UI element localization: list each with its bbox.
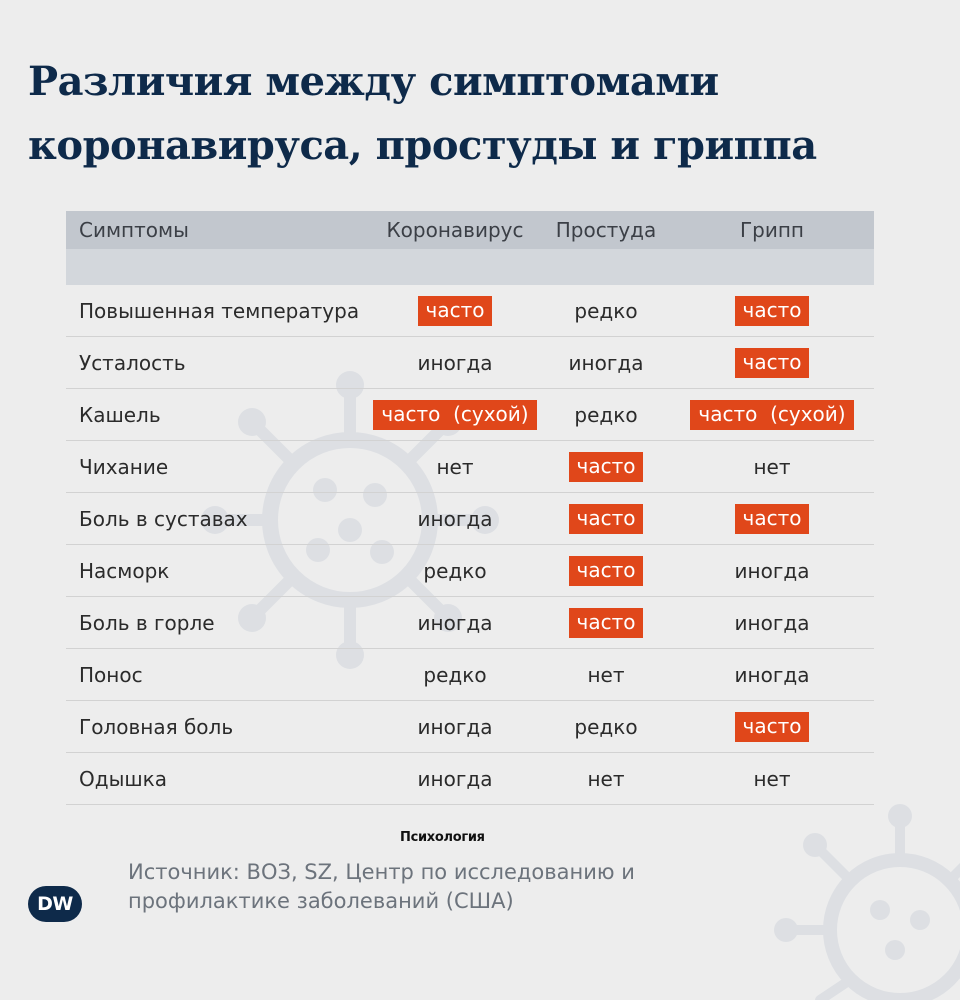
table-row [66, 285, 874, 337]
cell-coronavirus [368, 559, 542, 583]
cell-cold [542, 608, 670, 638]
frequency-badge: часто (сухой) [690, 400, 853, 430]
table-header [66, 211, 874, 249]
source-note [128, 858, 728, 916]
cell-flu [670, 504, 874, 534]
frequency-text: иногда [417, 350, 493, 375]
symptom-label: Повышенная температура [79, 298, 360, 323]
brand-mark: Психология [400, 830, 485, 845]
cell-flu [670, 767, 874, 791]
frequency-badge: часто [569, 556, 644, 586]
frequency-text: иногда [734, 610, 810, 635]
frequency-text: нет [753, 766, 791, 791]
source-line-1: Источник: ВОЗ, SZ, Центр по исследованию и [128, 860, 635, 884]
symptom-label: Кашель [79, 402, 161, 427]
cell-cold [542, 663, 670, 687]
cell-coronavirus [368, 767, 542, 791]
cell-flu [670, 663, 874, 687]
dw-logo: DW [28, 886, 82, 922]
frequency-badge: часто [735, 348, 810, 378]
table-row [66, 753, 874, 805]
frequency-badge: часто (сухой) [373, 400, 536, 430]
frequency-badge: часто [569, 504, 644, 534]
symptom-label: Чихание [79, 454, 169, 479]
frequency-text: редко [423, 662, 487, 687]
cell-coronavirus [368, 455, 542, 479]
cell-flu [670, 559, 874, 583]
frequency-text: нет [753, 454, 791, 479]
cell-cold [542, 452, 670, 482]
cell-flu [670, 611, 874, 635]
source-line-2: профилактике заболеваний (США) [128, 889, 514, 913]
frequency-badge: часто [735, 712, 810, 742]
symptom-label: Усталость [79, 350, 186, 375]
frequency-text: иногда [568, 350, 644, 375]
frequency-text: редко [574, 298, 638, 323]
cell-cold [542, 556, 670, 586]
column-header-flu: Грипп [739, 218, 805, 242]
frequency-badge: часто [735, 504, 810, 534]
cell-flu [670, 455, 874, 479]
cell-coronavirus [368, 663, 542, 687]
virus-icon [770, 800, 960, 1000]
cell-coronavirus [368, 296, 542, 326]
symptom-label: Одышка [79, 766, 167, 791]
frequency-text: нет [587, 766, 625, 791]
cell-cold [542, 351, 670, 375]
cell-cold [542, 299, 670, 323]
frequency-badge: часто [569, 452, 644, 482]
frequency-text: редко [423, 558, 487, 583]
frequency-text: иногда [417, 610, 493, 635]
cell-cold [542, 504, 670, 534]
symptom-label: Боль в суставах [79, 506, 248, 531]
frequency-badge: часто [569, 608, 644, 638]
frequency-text: редко [574, 402, 638, 427]
cell-flu [670, 400, 874, 430]
frequency-text: иногда [734, 662, 810, 687]
symptom-label: Насморк [79, 558, 170, 583]
title-line-1: Различия между симптомами [28, 58, 719, 105]
symptom-label: Головная боль [79, 714, 234, 739]
frequency-text: нет [436, 454, 474, 479]
frequency-text: иногда [734, 558, 810, 583]
column-header-cold: Простуда [555, 218, 657, 242]
cell-flu [670, 712, 874, 742]
cell-cold [542, 767, 670, 791]
table-row [66, 389, 874, 441]
cell-flu [670, 296, 874, 326]
table-row [66, 337, 874, 389]
symptoms-table [66, 211, 874, 805]
cell-coronavirus [368, 400, 542, 430]
table-row [66, 701, 874, 753]
page-title [28, 50, 928, 178]
table-body [66, 285, 874, 805]
column-header-coronavirus: Коронавирус [386, 218, 524, 242]
table-row [66, 493, 874, 545]
symptom-label: Понос [79, 662, 143, 687]
title-line-2: коронавируса, простуды и гриппа [28, 122, 817, 169]
table-subheader [66, 249, 874, 285]
table-row [66, 441, 874, 493]
column-header-symptoms: Симптомы [79, 218, 189, 242]
cell-cold [542, 715, 670, 739]
frequency-text: нет [587, 662, 625, 687]
frequency-badge: часто [735, 296, 810, 326]
frequency-text: иногда [417, 506, 493, 531]
cell-coronavirus [368, 507, 542, 531]
frequency-text: иногда [417, 714, 493, 739]
frequency-text: редко [574, 714, 638, 739]
cell-coronavirus [368, 351, 542, 375]
cell-coronavirus [368, 715, 542, 739]
table-row [66, 597, 874, 649]
cell-flu [670, 348, 874, 378]
cell-cold [542, 403, 670, 427]
table-row [66, 649, 874, 701]
frequency-badge: часто [418, 296, 493, 326]
symptom-label: Боль в горле [79, 610, 215, 635]
frequency-text: иногда [417, 766, 493, 791]
table-row [66, 545, 874, 597]
cell-coronavirus [368, 611, 542, 635]
